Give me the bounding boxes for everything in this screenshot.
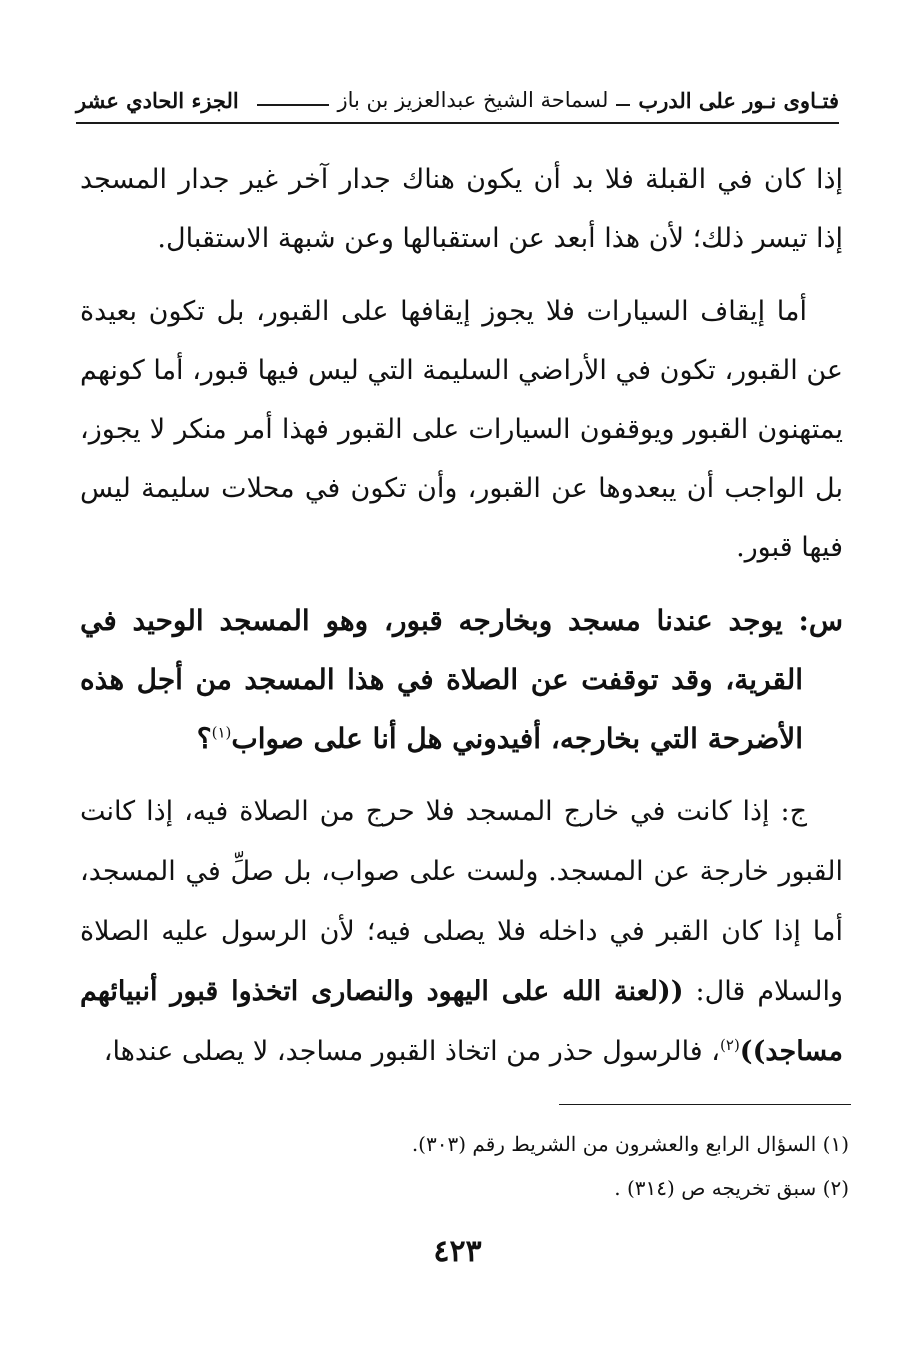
main-text [80, 150, 843, 1082]
volume-label: الجزء الحادي عشر [76, 87, 239, 113]
header-dash-long [257, 104, 329, 106]
answer-block [80, 782, 843, 1082]
footnote-ref-1: (١) [211, 723, 232, 742]
question-text: س: يوجد عندنا مسجد وبخارجه قبور، وهو المسجد الوحيد في القرية، وقد توقفت عن الصلاة في هذا المسجد من أجل هذه الأضرحة التي بخارجه، أفيدوني هل أنا على صواب [80, 604, 843, 755]
answer-text-2: ، فالرسول حذر من اتخاذ القبور مساجد، لا يصلى عندها، [103, 1036, 721, 1067]
question-block [80, 591, 843, 768]
header-dash [616, 104, 630, 106]
footnote-1: (١) السؤال الرابع والعشرون من الشريط رقم (٣٠٣). [411, 1132, 849, 1156]
footnote-separator [559, 1104, 851, 1105]
author-name: لسماحة الشيخ عبدالعزيز بن باز [337, 88, 609, 112]
answer-text-1: ج: إذا كانت في خارج المسجد فلا حرج من الصلاة فيه، إذا كانت القبور خارجة عن المسجد. ولست على صواب، بل صلِّ في المسجد، أما إذا كان القبر في داخله فلا يصلى فيه؛ لأن الرسول عليه الصلاة والسلام قال: [80, 796, 843, 1007]
running-header [76, 78, 839, 124]
question-mark: ؟ [196, 722, 212, 755]
hadith-quote: ((لعنة الله على اليهود والنصارى اتخذوا قبور أنبيائهم مساجد)) [80, 976, 843, 1067]
header-title [257, 88, 839, 113]
paragraph-1: إذا كان في القبلة فلا بد أن يكون هناك جدار آخر غير جدار المسجد إذا تيسر ذلك؛ لأن هذا أبعد عن استقبالها وعن شبهة الاستقبال. [80, 164, 843, 254]
page-number: ٤٢٣ [433, 1234, 482, 1269]
footnote-2: (٢) سبق تخريجه ص (٣١٤) . [614, 1176, 849, 1200]
book-series: فتـاوى نـور على الدرب [638, 87, 839, 113]
paragraph-2: أما إيقاف السيارات فلا يجوز إيقافها على القبور، بل تكون بعيدة عن القبور، تكون في الأراضي السليمة التي ليس فيها قبور، أما كونهم يمتهنون القبور ويوقفون السيارات على القبور فهذا أمر منكر لا يجوز، بل الواجب أن يبعدوها عن القبور، وأن تكون في محلات سليمة ليس فيها قبور. [80, 296, 843, 563]
header-volume-group [76, 88, 239, 113]
footnotes [80, 1122, 849, 1210]
footnote-ref-2: (٢) [720, 1036, 740, 1054]
